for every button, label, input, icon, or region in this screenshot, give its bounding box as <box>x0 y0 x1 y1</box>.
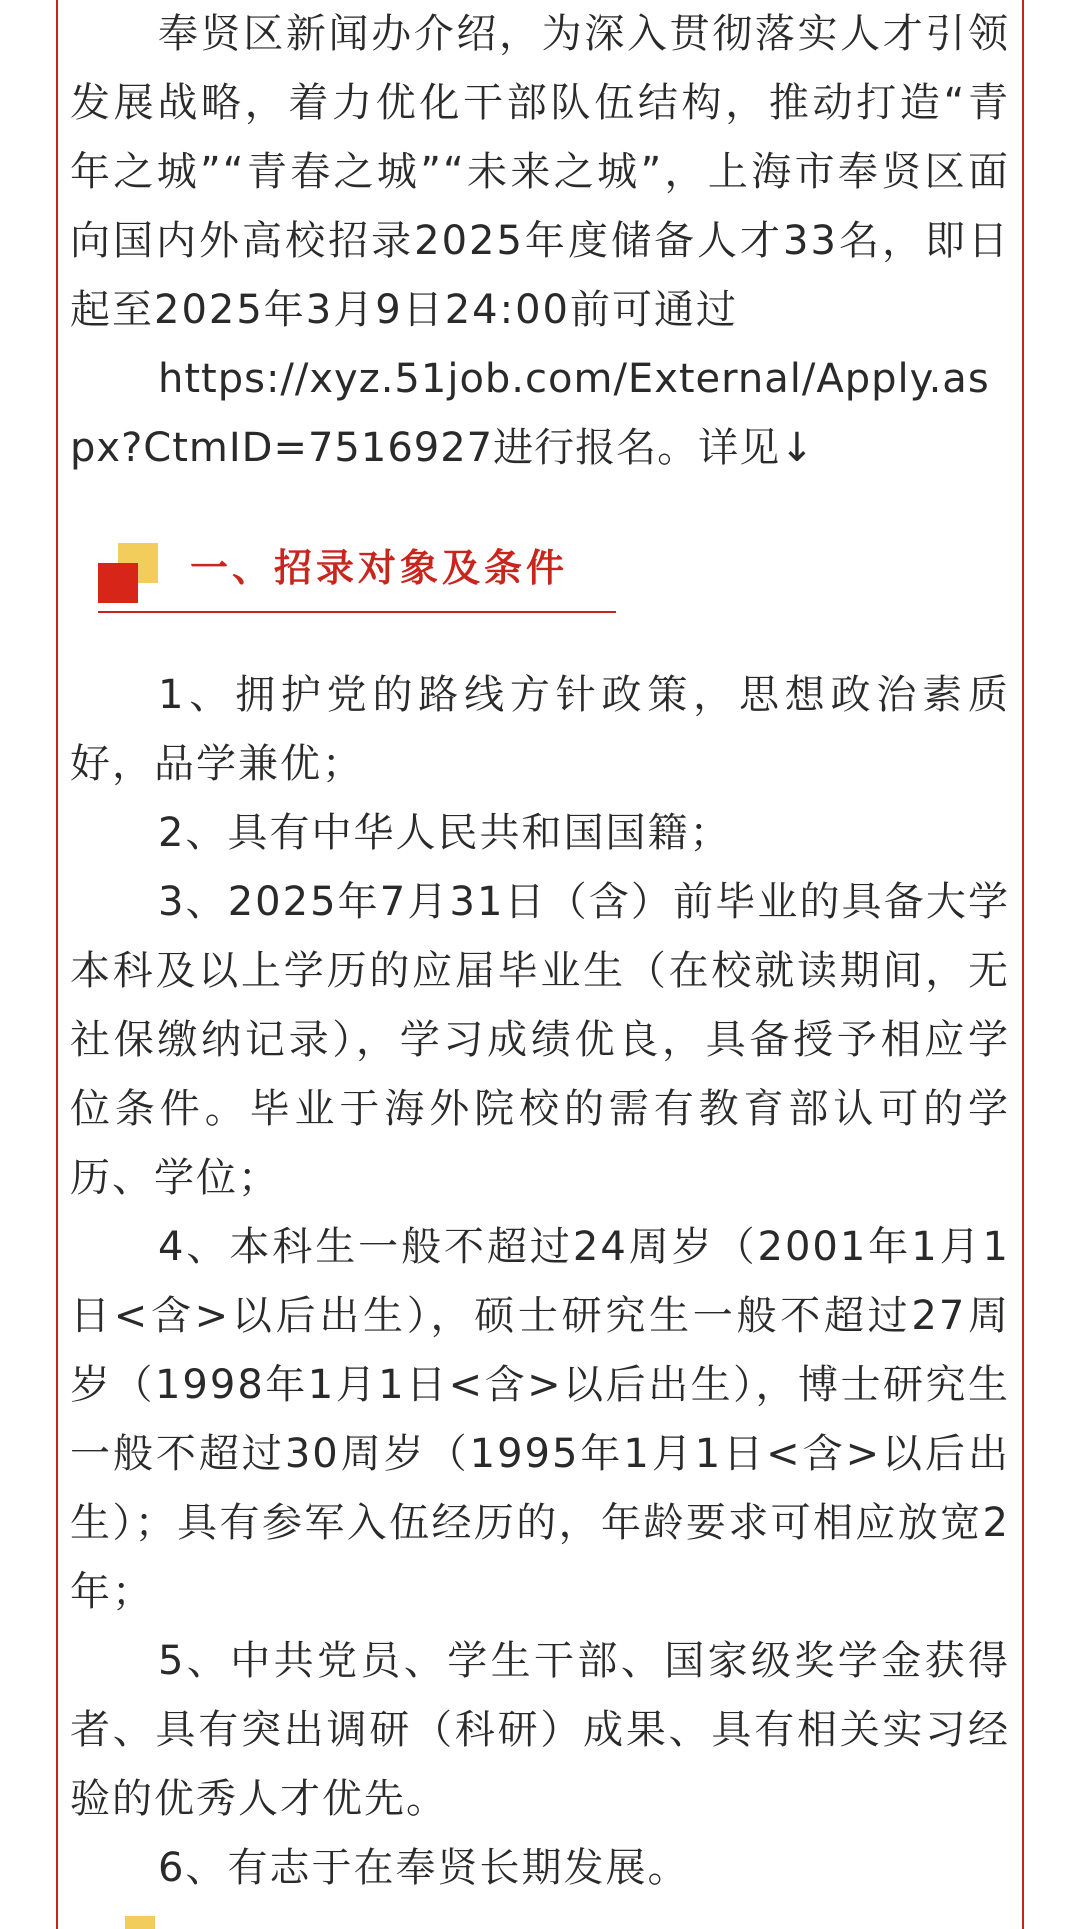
heading-underline <box>98 611 616 613</box>
article-body <box>70 0 1010 1903</box>
next-heading-square-icon <box>125 1916 155 1929</box>
conditions-list <box>70 661 1010 1903</box>
list-item: 6、有志于在奉贤长期发展。 <box>158 1845 690 1891</box>
section-heading <box>70 533 1010 633</box>
list-item: 5、中共党员、学生干部、国家级奖学金获得者、具有突出调研（科研）成果、具有相关实习经验的优秀人才优先。 <box>70 1638 1010 1822</box>
intro-paragraph: 奉贤区新闻办介绍，为深入贯彻落实人才引领发展战略，着力优化干部队伍结构，推动打造“青年之城”“青春之城”“未来之城”，上海市奉贤区面向国内外高校招录2025年度储备人才33名，即日起至2025年3月9日24:00前可通过 <box>70 11 1010 333</box>
section-title: 一、招录对象及条件 <box>190 546 569 590</box>
list-item: 2、具有中华人民共和国国籍； <box>158 810 732 856</box>
heading-square-icon-red <box>98 563 138 603</box>
list-item: 4、本科生一般不超过24周岁（2001年1月1日<含>以后出生），硕士研究生一般不超过27周岁（1998年1月1日<含>以后出生），博士研究生一般不超过30周岁（1995年1月1日<含>以后出生）；具有参军入伍经历的，年龄要求可相应放宽2年； <box>70 1224 1010 1615</box>
list-item: 3、2025年7月31日（含）前毕业的具备大学本科及以上学历的应届毕业生（在校就读期间，无社保缴纳记录），学习成绩优良，具备授予相应学位条件。毕业于海外院校的需有教育部认可的学历、学位； <box>70 879 1010 1201</box>
list-item: 1、拥护党的路线方针政策，思想政治素质好，品学兼优； <box>70 672 1010 787</box>
apply-link-text[interactable]: https://xyz.51job.com/External/Apply.aspx?CtmID=7516927进行报名。详见↓ <box>70 356 990 471</box>
